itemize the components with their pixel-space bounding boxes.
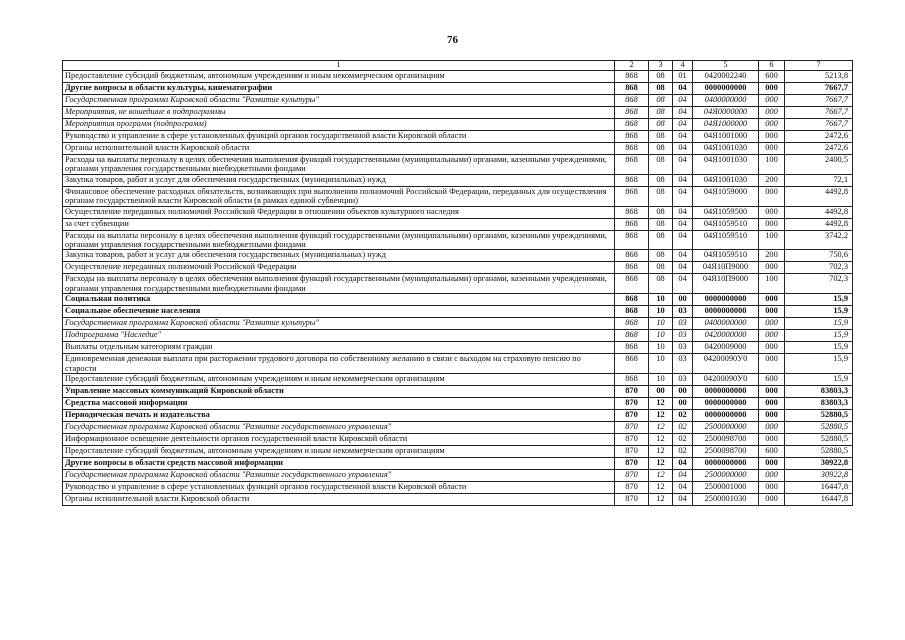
department-code-cell: 868 <box>615 131 649 143</box>
section-code-cell: 12 <box>649 434 673 446</box>
row-name-cell: Предоставление субсидий бюджетным, автономным учреждениям и иным некоммерческим организациям <box>63 374 615 386</box>
section-code-cell: 08 <box>649 107 673 119</box>
table-row <box>63 143 853 155</box>
row-name-cell: Органы исполнительной власти Кировской области <box>63 143 615 155</box>
subsection-code-cell: 04 <box>673 482 693 494</box>
expense-type-cell: 000 <box>759 294 785 306</box>
subsection-code-cell: 04 <box>673 83 693 95</box>
subsection-code-cell: 03 <box>673 330 693 342</box>
target-article-cell: 04Я1001000 <box>693 131 759 143</box>
subsection-code-cell: 04 <box>673 206 693 218</box>
subsection-code-cell: 00 <box>673 386 693 398</box>
row-name-cell: Расходы на выплаты персоналу в целях обеспечения выполнения функций государственными (муниципальными) органами, казенными учреждениями, органами управления государственными внебюджетными фондами <box>63 230 615 250</box>
department-code-cell: 870 <box>615 386 649 398</box>
row-name-cell: Другие вопросы в области средств массовой информации <box>63 458 615 470</box>
department-code-cell: 868 <box>615 262 649 274</box>
department-code-cell: 870 <box>615 494 649 506</box>
target-article-cell: 04Я1059510 <box>693 218 759 230</box>
row-name-cell: Подпрограмма "Наследие" <box>63 330 615 342</box>
table-row <box>63 494 853 506</box>
expense-type-cell: 000 <box>759 143 785 155</box>
subsection-code-cell: 04 <box>673 262 693 274</box>
subsection-code-cell: 04 <box>673 186 693 206</box>
target-article-cell: 04Я10П9000 <box>693 262 759 274</box>
subsection-code-cell: 03 <box>673 354 693 374</box>
target-article-cell: 0000000000 <box>693 458 759 470</box>
row-name-cell: Руководство и управление в сфере установленных функций органов государственной власти Кировской области <box>63 131 615 143</box>
department-code-cell: 868 <box>615 318 649 330</box>
expense-type-cell: 000 <box>759 386 785 398</box>
budget-table <box>62 60 853 506</box>
amount-cell: 15,9 <box>785 318 853 330</box>
expense-type-cell: 000 <box>759 107 785 119</box>
column-header: 1 <box>63 61 615 71</box>
expense-type-cell: 200 <box>759 250 785 262</box>
section-code-cell: 08 <box>649 71 673 83</box>
amount-cell: 15,9 <box>785 330 853 342</box>
section-code-cell: 08 <box>649 230 673 250</box>
table-row <box>63 398 853 410</box>
target-article-cell: 2500001000 <box>693 482 759 494</box>
row-name-cell: за счет субвенции <box>63 218 615 230</box>
target-article-cell: 04Я0000000 <box>693 107 759 119</box>
row-name-cell: Расходы на выплаты персоналу в целях обеспечения выполнения функций государственными (муниципальными) органами, казенными учреждениями, органами управления государственными внебюджетными фондами <box>63 274 615 294</box>
table-row <box>63 330 853 342</box>
expense-type-cell: 000 <box>759 83 785 95</box>
column-header: 6 <box>759 61 785 71</box>
amount-cell: 83803,3 <box>785 386 853 398</box>
table-row <box>63 131 853 143</box>
subsection-code-cell: 04 <box>673 119 693 131</box>
department-code-cell: 870 <box>615 434 649 446</box>
row-name-cell: Предоставление субсидий бюджетным, автономным учреждениям и иным некоммерческим организациям <box>63 446 615 458</box>
expense-type-cell: 000 <box>759 218 785 230</box>
section-code-cell: 12 <box>649 494 673 506</box>
row-name-cell: Государственная программа Кировской области "Развитие государственного управления" <box>63 422 615 434</box>
section-code-cell: 08 <box>649 143 673 155</box>
amount-cell: 52880,5 <box>785 434 853 446</box>
expense-type-cell: 000 <box>759 119 785 131</box>
amount-cell: 2472,6 <box>785 143 853 155</box>
amount-cell: 3742,2 <box>785 230 853 250</box>
amount-cell: 4492,8 <box>785 218 853 230</box>
department-code-cell: 868 <box>615 119 649 131</box>
expense-type-cell: 000 <box>759 262 785 274</box>
amount-cell: 7667,7 <box>785 107 853 119</box>
section-code-cell: 08 <box>649 262 673 274</box>
table-row <box>63 95 853 107</box>
expense-type-cell: 000 <box>759 186 785 206</box>
target-article-cell: 04Я1059510 <box>693 250 759 262</box>
expense-type-cell: 600 <box>759 374 785 386</box>
row-name-cell: Мероприятия программ (подпрограмм) <box>63 119 615 131</box>
amount-cell: 72,1 <box>785 174 853 186</box>
row-name-cell: Другие вопросы в области культуры, кинематографии <box>63 83 615 95</box>
target-article-cell: 04200090У0 <box>693 374 759 386</box>
expense-type-cell: 000 <box>759 410 785 422</box>
row-name-cell: Управление массовых коммуникаций Кировской области <box>63 386 615 398</box>
department-code-cell: 870 <box>615 470 649 482</box>
table-row <box>63 250 853 262</box>
subsection-code-cell: 03 <box>673 318 693 330</box>
row-name-cell: Единовременная денежная выплата при расторжении трудового договора по собственному желанию в связи с выходом на страховую пенсию по старости <box>63 354 615 374</box>
amount-cell: 15,9 <box>785 374 853 386</box>
amount-cell: 7667,7 <box>785 119 853 131</box>
expense-type-cell: 000 <box>759 398 785 410</box>
table-row <box>63 262 853 274</box>
row-name-cell: Закупка товаров, работ и услуг для обеспечения государственных (муниципальных) нужд <box>63 174 615 186</box>
expense-type-cell: 000 <box>759 95 785 107</box>
subsection-code-cell: 04 <box>673 274 693 294</box>
row-name-cell: Руководство и управление в сфере установленных функций органов государственной власти Кировской области <box>63 482 615 494</box>
department-code-cell: 868 <box>615 274 649 294</box>
section-code-cell: 08 <box>649 250 673 262</box>
amount-cell: 16447,8 <box>785 482 853 494</box>
section-code-cell: 08 <box>649 174 673 186</box>
table-row <box>63 434 853 446</box>
target-article-cell: 0420002240 <box>693 71 759 83</box>
section-code-cell: 10 <box>649 342 673 354</box>
subsection-code-cell: 04 <box>673 218 693 230</box>
target-article-cell: 0400000000 <box>693 318 759 330</box>
row-name-cell: Органы исполнительной власти Кировской области <box>63 494 615 506</box>
target-article-cell: 04Я1001030 <box>693 143 759 155</box>
table-row <box>63 482 853 494</box>
department-code-cell: 870 <box>615 398 649 410</box>
amount-cell: 5213,8 <box>785 71 853 83</box>
subsection-code-cell: 00 <box>673 398 693 410</box>
target-article-cell: 0000000000 <box>693 83 759 95</box>
amount-cell: 2400,5 <box>785 155 853 175</box>
expense-type-cell: 100 <box>759 155 785 175</box>
section-code-cell: 12 <box>649 446 673 458</box>
table-row <box>63 107 853 119</box>
table-row <box>63 71 853 83</box>
target-article-cell: 04Я1059000 <box>693 186 759 206</box>
row-name-cell: Государственная программа Кировской области "Развитие культуры" <box>63 95 615 107</box>
table-row <box>63 410 853 422</box>
table-row <box>63 155 853 175</box>
section-code-cell: 08 <box>649 95 673 107</box>
section-code-cell: 12 <box>649 410 673 422</box>
column-header: 5 <box>693 61 759 71</box>
department-code-cell: 868 <box>615 71 649 83</box>
subsection-code-cell: 04 <box>673 131 693 143</box>
expense-type-cell: 200 <box>759 174 785 186</box>
department-code-cell: 870 <box>615 458 649 470</box>
department-code-cell: 868 <box>615 107 649 119</box>
department-code-cell: 870 <box>615 482 649 494</box>
expense-type-cell: 000 <box>759 354 785 374</box>
amount-cell: 4492,8 <box>785 206 853 218</box>
department-code-cell: 868 <box>615 306 649 318</box>
target-article-cell: 04Я10П9000 <box>693 274 759 294</box>
table-row <box>63 374 853 386</box>
department-code-cell: 868 <box>615 294 649 306</box>
target-article-cell: 04Я1001030 <box>693 174 759 186</box>
department-code-cell: 870 <box>615 446 649 458</box>
amount-cell: 52880,5 <box>785 446 853 458</box>
section-code-cell: 10 <box>649 374 673 386</box>
table-row <box>63 458 853 470</box>
expense-type-cell: 000 <box>759 342 785 354</box>
table-row <box>63 218 853 230</box>
subsection-code-cell: 02 <box>673 422 693 434</box>
subsection-code-cell: 02 <box>673 410 693 422</box>
table-row <box>63 318 853 330</box>
department-code-cell: 868 <box>615 206 649 218</box>
row-name-cell: Социальная политика <box>63 294 615 306</box>
department-code-cell: 868 <box>615 250 649 262</box>
section-code-cell: 10 <box>649 318 673 330</box>
department-code-cell: 868 <box>615 83 649 95</box>
expense-type-cell: 000 <box>759 131 785 143</box>
amount-cell: 83803,3 <box>785 398 853 410</box>
row-name-cell: Закупка товаров, работ и услуг для обеспечения государственных (муниципальных) нужд <box>63 250 615 262</box>
table-row <box>63 230 853 250</box>
table-body <box>63 71 853 506</box>
amount-cell: 15,9 <box>785 306 853 318</box>
section-code-cell: 12 <box>649 482 673 494</box>
subsection-code-cell: 04 <box>673 230 693 250</box>
table-row <box>63 206 853 218</box>
row-name-cell: Выплаты отдельным категориям граждан <box>63 342 615 354</box>
table-row <box>63 386 853 398</box>
section-code-cell: 12 <box>649 422 673 434</box>
target-article-cell: 2500001030 <box>693 494 759 506</box>
target-article-cell: 0000000000 <box>693 398 759 410</box>
expense-type-cell: 100 <box>759 274 785 294</box>
amount-cell: 2472,6 <box>785 131 853 143</box>
row-name-cell: Периодическая печать и издательства <box>63 410 615 422</box>
table-row <box>63 354 853 374</box>
row-name-cell: Государственная программа Кировской области "Развитие государственного управления" <box>63 470 615 482</box>
row-name-cell: Государственная программа Кировской области "Развитие культуры" <box>63 318 615 330</box>
section-code-cell: 10 <box>649 306 673 318</box>
table-row <box>63 306 853 318</box>
table-row <box>63 174 853 186</box>
table-row <box>63 294 853 306</box>
table-row <box>63 422 853 434</box>
target-article-cell: 0000000000 <box>693 306 759 318</box>
section-code-cell: 08 <box>649 131 673 143</box>
section-code-cell: 08 <box>649 119 673 131</box>
expense-type-cell: 000 <box>759 330 785 342</box>
expense-type-cell: 000 <box>759 494 785 506</box>
table-row <box>63 274 853 294</box>
target-article-cell: 2500098700 <box>693 434 759 446</box>
target-article-cell: 0400000000 <box>693 95 759 107</box>
department-code-cell: 868 <box>615 354 649 374</box>
department-code-cell: 868 <box>615 374 649 386</box>
row-name-cell: Предоставление субсидий бюджетным, автономным учреждениям и иным некоммерческим организациям <box>63 71 615 83</box>
table-row <box>63 470 853 482</box>
target-article-cell: 2500098700 <box>693 446 759 458</box>
target-article-cell: 0000000000 <box>693 294 759 306</box>
section-code-cell: 10 <box>649 330 673 342</box>
table-row <box>63 186 853 206</box>
department-code-cell: 868 <box>615 218 649 230</box>
department-code-cell: 868 <box>615 143 649 155</box>
expense-type-cell: 600 <box>759 71 785 83</box>
section-code-cell: 08 <box>649 155 673 175</box>
column-header: 2 <box>615 61 649 71</box>
amount-cell: 52880,5 <box>785 422 853 434</box>
amount-cell: 15,9 <box>785 342 853 354</box>
row-name-cell: Информационное освещение деятельности органов государственной власти Кировской области <box>63 434 615 446</box>
section-code-cell: 12 <box>649 458 673 470</box>
target-article-cell: 04200090У0 <box>693 354 759 374</box>
target-article-cell: 0420000000 <box>693 330 759 342</box>
subsection-code-cell: 02 <box>673 446 693 458</box>
target-article-cell: 2500000000 <box>693 422 759 434</box>
amount-cell: 30922,8 <box>785 458 853 470</box>
section-code-cell: 12 <box>649 470 673 482</box>
amount-cell: 16447,8 <box>785 494 853 506</box>
column-header: 3 <box>649 61 673 71</box>
section-code-cell: 10 <box>649 354 673 374</box>
amount-cell: 7667,7 <box>785 95 853 107</box>
amount-cell: 30922,8 <box>785 470 853 482</box>
amount-cell: 52880,5 <box>785 410 853 422</box>
department-code-cell: 868 <box>615 95 649 107</box>
column-header: 7 <box>785 61 853 71</box>
amount-cell: 702,3 <box>785 274 853 294</box>
target-article-cell: 0420009000 <box>693 342 759 354</box>
page-number: 76 <box>447 34 458 46</box>
section-code-cell: 08 <box>649 218 673 230</box>
department-code-cell: 868 <box>615 230 649 250</box>
section-code-cell: 10 <box>649 294 673 306</box>
subsection-code-cell: 02 <box>673 434 693 446</box>
target-article-cell: 04Я1000000 <box>693 119 759 131</box>
expense-type-cell: 000 <box>759 470 785 482</box>
expense-type-cell: 100 <box>759 230 785 250</box>
subsection-code-cell: 04 <box>673 494 693 506</box>
department-code-cell: 868 <box>615 342 649 354</box>
subsection-code-cell: 04 <box>673 174 693 186</box>
department-code-cell: 870 <box>615 410 649 422</box>
amount-cell: 15,9 <box>785 354 853 374</box>
expense-type-cell: 000 <box>759 434 785 446</box>
department-code-cell: 868 <box>615 186 649 206</box>
table-row <box>63 119 853 131</box>
target-article-cell: 0000000000 <box>693 410 759 422</box>
section-code-cell: 08 <box>649 274 673 294</box>
section-code-cell: 08 <box>649 186 673 206</box>
target-article-cell: 04Я1001030 <box>693 155 759 175</box>
subsection-code-cell: 04 <box>673 107 693 119</box>
target-article-cell: 0000000000 <box>693 386 759 398</box>
subsection-code-cell: 03 <box>673 374 693 386</box>
row-name-cell: Осуществление переданных полномочий Российской Федерации <box>63 262 615 274</box>
table-header-row <box>63 61 853 71</box>
row-name-cell: Социальное обеспечение населения <box>63 306 615 318</box>
subsection-code-cell: 04 <box>673 470 693 482</box>
subsection-code-cell: 00 <box>673 294 693 306</box>
row-name-cell: Средства массовой информации <box>63 398 615 410</box>
expense-type-cell: 000 <box>759 306 785 318</box>
subsection-code-cell: 04 <box>673 458 693 470</box>
row-name-cell: Мероприятия, не вошедшие в подпрограммы <box>63 107 615 119</box>
amount-cell: 7667,7 <box>785 83 853 95</box>
table-row <box>63 446 853 458</box>
section-code-cell: 08 <box>649 83 673 95</box>
row-name-cell: Финансовое обеспечение расходных обязательств, возникающих при выполнении полномочий Российской Федерации, переданных для осуществления органам государственной власти Кировской области (в рамках единой субвенции) <box>63 186 615 206</box>
subsection-code-cell: 01 <box>673 71 693 83</box>
target-article-cell: 2500000000 <box>693 470 759 482</box>
subsection-code-cell: 03 <box>673 306 693 318</box>
expense-type-cell: 000 <box>759 318 785 330</box>
amount-cell: 750,6 <box>785 250 853 262</box>
amount-cell: 702,3 <box>785 262 853 274</box>
row-name-cell: Осуществление переданных полномочий Российской Федерации в отношении объектов культурного наследия <box>63 206 615 218</box>
target-article-cell: 04Я1059500 <box>693 206 759 218</box>
subsection-code-cell: 04 <box>673 95 693 107</box>
target-article-cell: 04Я1059510 <box>693 230 759 250</box>
amount-cell: 4492,8 <box>785 186 853 206</box>
subsection-code-cell: 03 <box>673 342 693 354</box>
expense-type-cell: 000 <box>759 206 785 218</box>
expense-type-cell: 000 <box>759 422 785 434</box>
subsection-code-cell: 04 <box>673 155 693 175</box>
expense-type-cell: 000 <box>759 458 785 470</box>
department-code-cell: 868 <box>615 330 649 342</box>
column-header: 4 <box>673 61 693 71</box>
subsection-code-cell: 04 <box>673 250 693 262</box>
row-name-cell: Расходы на выплаты персоналу в целях обеспечения выполнения функций государственными (муниципальными) органами, казенными учреждениями, органами управления государственными внебюджетными фондами <box>63 155 615 175</box>
section-code-cell: 00 <box>649 386 673 398</box>
section-code-cell: 12 <box>649 398 673 410</box>
department-code-cell: 868 <box>615 174 649 186</box>
department-code-cell: 868 <box>615 155 649 175</box>
table-row <box>63 342 853 354</box>
expense-type-cell: 000 <box>759 482 785 494</box>
subsection-code-cell: 04 <box>673 143 693 155</box>
section-code-cell: 08 <box>649 206 673 218</box>
amount-cell: 15,9 <box>785 294 853 306</box>
department-code-cell: 870 <box>615 422 649 434</box>
expense-type-cell: 600 <box>759 446 785 458</box>
table-row <box>63 83 853 95</box>
